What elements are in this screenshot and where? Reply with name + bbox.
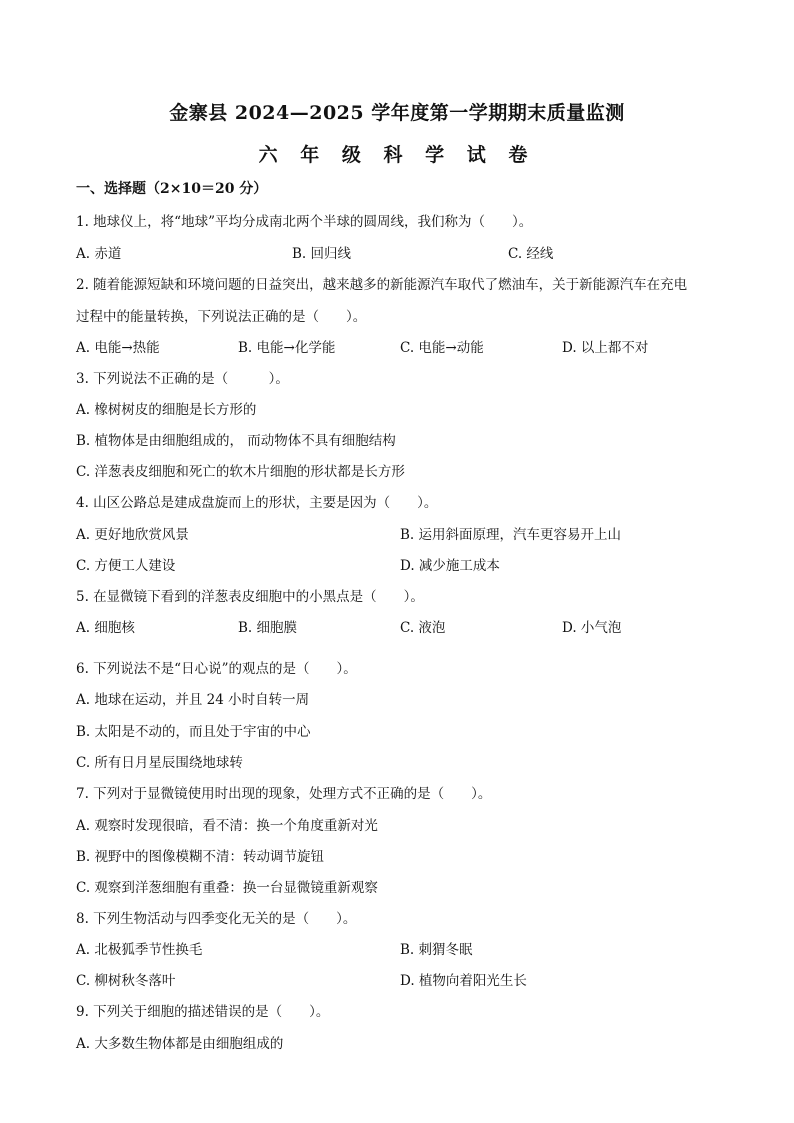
question-4-option-c: C. 方便工人建设 bbox=[76, 558, 176, 574]
question-1-option-a: A. 赤道 bbox=[76, 246, 122, 262]
question-5-option-a: A. 细胞核 bbox=[76, 620, 135, 636]
question-2-option-d: D. 以上都不对 bbox=[562, 340, 649, 356]
question-5-option-c: C. 液泡 bbox=[400, 620, 446, 636]
question-5-option-d: D. 小气泡 bbox=[562, 620, 622, 636]
question-6-option-a: A. 地球在运动，并且 24 小时自转一周 bbox=[76, 692, 310, 708]
question-7-option-b: B. 视野中的图像模糊不清：转动调节旋钮 bbox=[76, 849, 325, 865]
question-4-option-b: B. 运用斜面原理，汽车更容易开上山 bbox=[400, 527, 622, 543]
question-7-stem: 7. 下列对于显微镜使用时出现的现象，处理方式不正确的是（ ）。 bbox=[76, 786, 492, 802]
question-3-option-b: B. 植物体是由细胞组成的， 而动物体不具有细胞结构 bbox=[76, 433, 396, 449]
question-4-stem: 4. 山区公路总是建成盘旋而上的形状，主要是因为（ ）。 bbox=[76, 495, 438, 511]
exam-subtitle: 六 年 级 科 学 试 卷 bbox=[258, 144, 536, 166]
question-4-option-a: A. 更好地欣赏风景 bbox=[76, 527, 189, 543]
question-5-stem: 5. 在显微镜下看到的洋葱表皮细胞中的小黑点是（ ）。 bbox=[76, 589, 424, 605]
question-8-stem: 8. 下列生物活动与四季变化无关的是（ ）。 bbox=[76, 911, 357, 927]
question-7-option-c: C. 观察到洋葱细胞有重叠：换一台显微镜重新观察 bbox=[76, 880, 378, 896]
question-4-option-d: D. 减少施工成本 bbox=[400, 558, 500, 574]
question-3-option-c: C. 洋葱表皮细胞和死亡的软木片细胞的形状都是长方形 bbox=[76, 464, 405, 480]
question-1-option-b: B. 回归线 bbox=[292, 246, 352, 262]
question-3-option-a: A. 橡树树皮的细胞是长方形的 bbox=[76, 402, 257, 418]
question-9-stem: 9. 下列关于细胞的描述错误的是（ ）。 bbox=[76, 1004, 330, 1020]
question-6-stem: 6. 下列说法不是“日心说”的观点的是（ ）。 bbox=[76, 661, 357, 677]
question-7-option-a: A. 观察时发现很暗，看不清：换一个角度重新对光 bbox=[76, 818, 378, 834]
question-8-option-b: B. 刺猬冬眠 bbox=[400, 942, 473, 958]
exam-title: 金寨县 2024—2025 学年度第一学期期末质量监测 bbox=[169, 102, 625, 124]
question-8-option-d: D. 植物向着阳光生长 bbox=[400, 973, 527, 989]
question-6-option-c: C. 所有日月星辰围绕地球转 bbox=[76, 755, 243, 771]
question-3-stem: 3. 下列说法不正确的是（ ）。 bbox=[76, 371, 289, 387]
question-8-option-c: C. 柳树秋冬落叶 bbox=[76, 973, 176, 989]
question-5-option-b: B. 细胞膜 bbox=[238, 620, 298, 636]
question-2-option-a: A. 电能→热能 bbox=[76, 340, 160, 356]
question-1-stem: 1. 地球仪上，将“地球”平均分成南北两个半球的圆周线，我们称为（ ）。 bbox=[76, 214, 533, 230]
section-heading: 一、选择题（2×10＝20 分） bbox=[76, 181, 268, 197]
question-2-option-c: C. 电能→动能 bbox=[400, 340, 484, 356]
question-2-option-b: B. 电能→化学能 bbox=[238, 340, 336, 356]
question-2-stem-line1: 2. 随着能源短缺和环境问题的日益突出，越来越多的新能源汽车取代了燃油车，关于新能源汽车在充电 bbox=[76, 277, 688, 293]
question-2-stem-line2: 过程中的能量转换，下列说法正确的是（ ）。 bbox=[76, 309, 367, 325]
question-6-option-b: B. 太阳是不动的，而且处于宇宙的中心 bbox=[76, 724, 311, 740]
question-1-option-c: C. 经线 bbox=[508, 246, 554, 262]
question-8-option-a: A. 北极狐季节性换毛 bbox=[76, 942, 203, 958]
question-9-option-a: A. 大多数生物体都是由细胞组成的 bbox=[76, 1036, 284, 1052]
